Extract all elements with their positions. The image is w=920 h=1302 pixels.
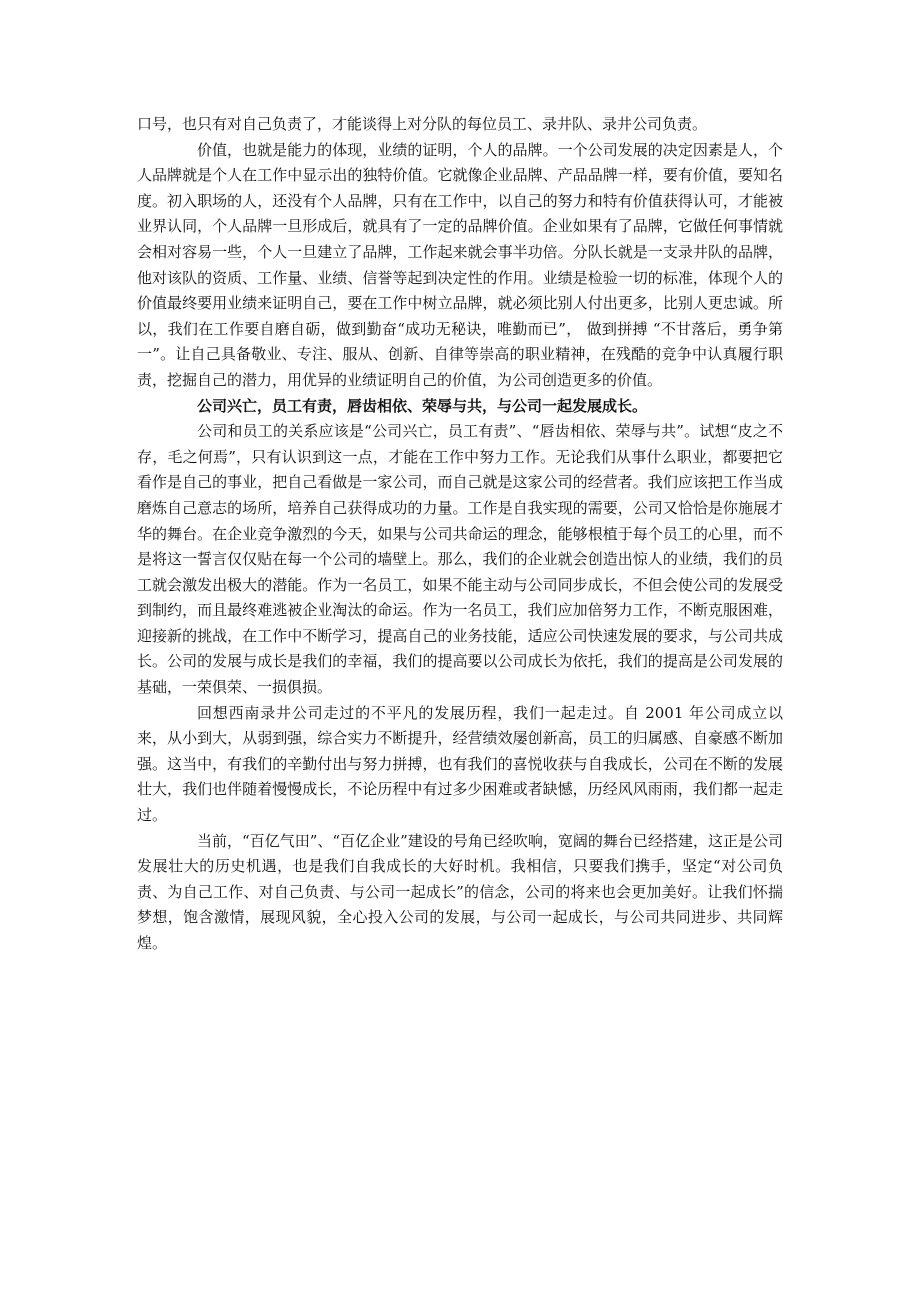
paragraph-history: 回想西南录井公司走过的不平凡的发展历程，我们一起走过。自 2001 年公司成立以来，从小到大，从弱到强，综合实力不断提升，经营绩效屡创新高，员工的归属感、自豪感不断加强。这当中，有我们的辛勤付出与努力拼搏，也有我们的喜悦收获与自我成长，公司在不断的发展壮大，我们也伴随着慢慢成长，不论历程中有过多少困难或者缺憾，历经风风雨雨，我们都一起走过。 [137, 703, 783, 825]
paragraph-value-brand: 价值，也就是能力的体现，业绩的证明，个人的品牌。一个公司发展的决定因素是人，个人品牌就是个人在工作中显示出的独特价值。它就像企业品牌、产品品牌一样，要有价值，要知名度。初入职场的人，还没有个人品牌，只有在工作中，以自己的努力和特有价值获得认可，才能被业界认同，个人品牌一旦形成后，就具有了一定的品牌价值。企业如果有了品牌，它做任何事情就会相对容易一些，个人一旦建立了品牌，工作起来就会事半功倍。分队长就是一支录井队的品牌，他对该队的资质、工作量、业绩、信誉等起到决定性的作用。业绩是检验一切的标准，体现个人的价值最终要用业绩来证明自己，要在工作中树立品牌，就必须比别人付出更多，比别人更忠诚。所以，我们在工作要自磨自砺，做到勤奋“成功无秘诀，唯勤而已”， 做到拼搏 “不甘落后，勇争第一”。让自己具备敬业、专注、服从、创新、自律等崇高的职业精神，在残酷的竞争中认真履行职责，挖掘自己的潜力，用优异的业绩证明自己的价值，为公司创造更多的价值。 [137, 140, 783, 389]
paragraph-company-employee: 公司和员工的关系应该是“公司兴亡，员工有责”、“唇齿相依、荣辱与共”。试想“皮之不存，毛之何焉”，只有认识到这一点，才能在工作中努力工作。无论我们从事什么职业，都要把它看作是自己的事业，把自己看做是一家公司，而自己就是这家公司的经营者。我们应该把工作当成磨炼自己意志的场所，培养自己获得成功的力量。工作是自我实现的需要，公司又恰恰是你施展才华的舞台。在企业竞争激烈的今天，如果与公司共命运的理念，能够根植于每个员工的心里，而不是将这一誓言仅仅贴在每一个公司的墙壁上。那么，我们的企业就会创造出惊人的业绩，我们的员工就会激发出极大的潜能。作为一名员工，如果不能主动与公司同步成长，不但会使公司的发展受到制约，而且最终难逃被企业淘汰的命运。作为一名员工，我们应加倍努力工作，不断克服困难，迎接新的挑战，在工作中不断学习，提高自己的业务技能，适应公司快速发展的要求，与公司共成长。公司的发展与成长是我们的幸福，我们的提高要以公司成长为依托，我们的提高是公司发展的基础，一荣俱荣、一损俱损。 [137, 422, 783, 697]
section-heading: 公司兴亡，员工有责，唇齿相依、荣辱与共，与公司一起发展成长。 [197, 396, 648, 415]
paragraph-outlook: 当前，“百亿气田”、“百亿企业”建设的号角已经吹响，宽阔的舞台已经搭建，这正是公司发展壮大的历史机遇，也是我们自我成长的大好时机。我相信，只要我们携手，坚定“对公司负责、为自己工作、对自己负责、与公司一起成长”的信念，公司的将来也会更加美好。让我们怀揣梦想，饱含激情，展现风貌，全心投入公司的发展，与公司一起成长，与公司共同进步、共同辉煌。 [137, 831, 783, 952]
paragraph-continuation: 口号，也只有对自己负责了，才能谈得上对分队的每位员工、录井队、录井公司负责。 [137, 115, 708, 133]
document-page [137, 112, 783, 957]
